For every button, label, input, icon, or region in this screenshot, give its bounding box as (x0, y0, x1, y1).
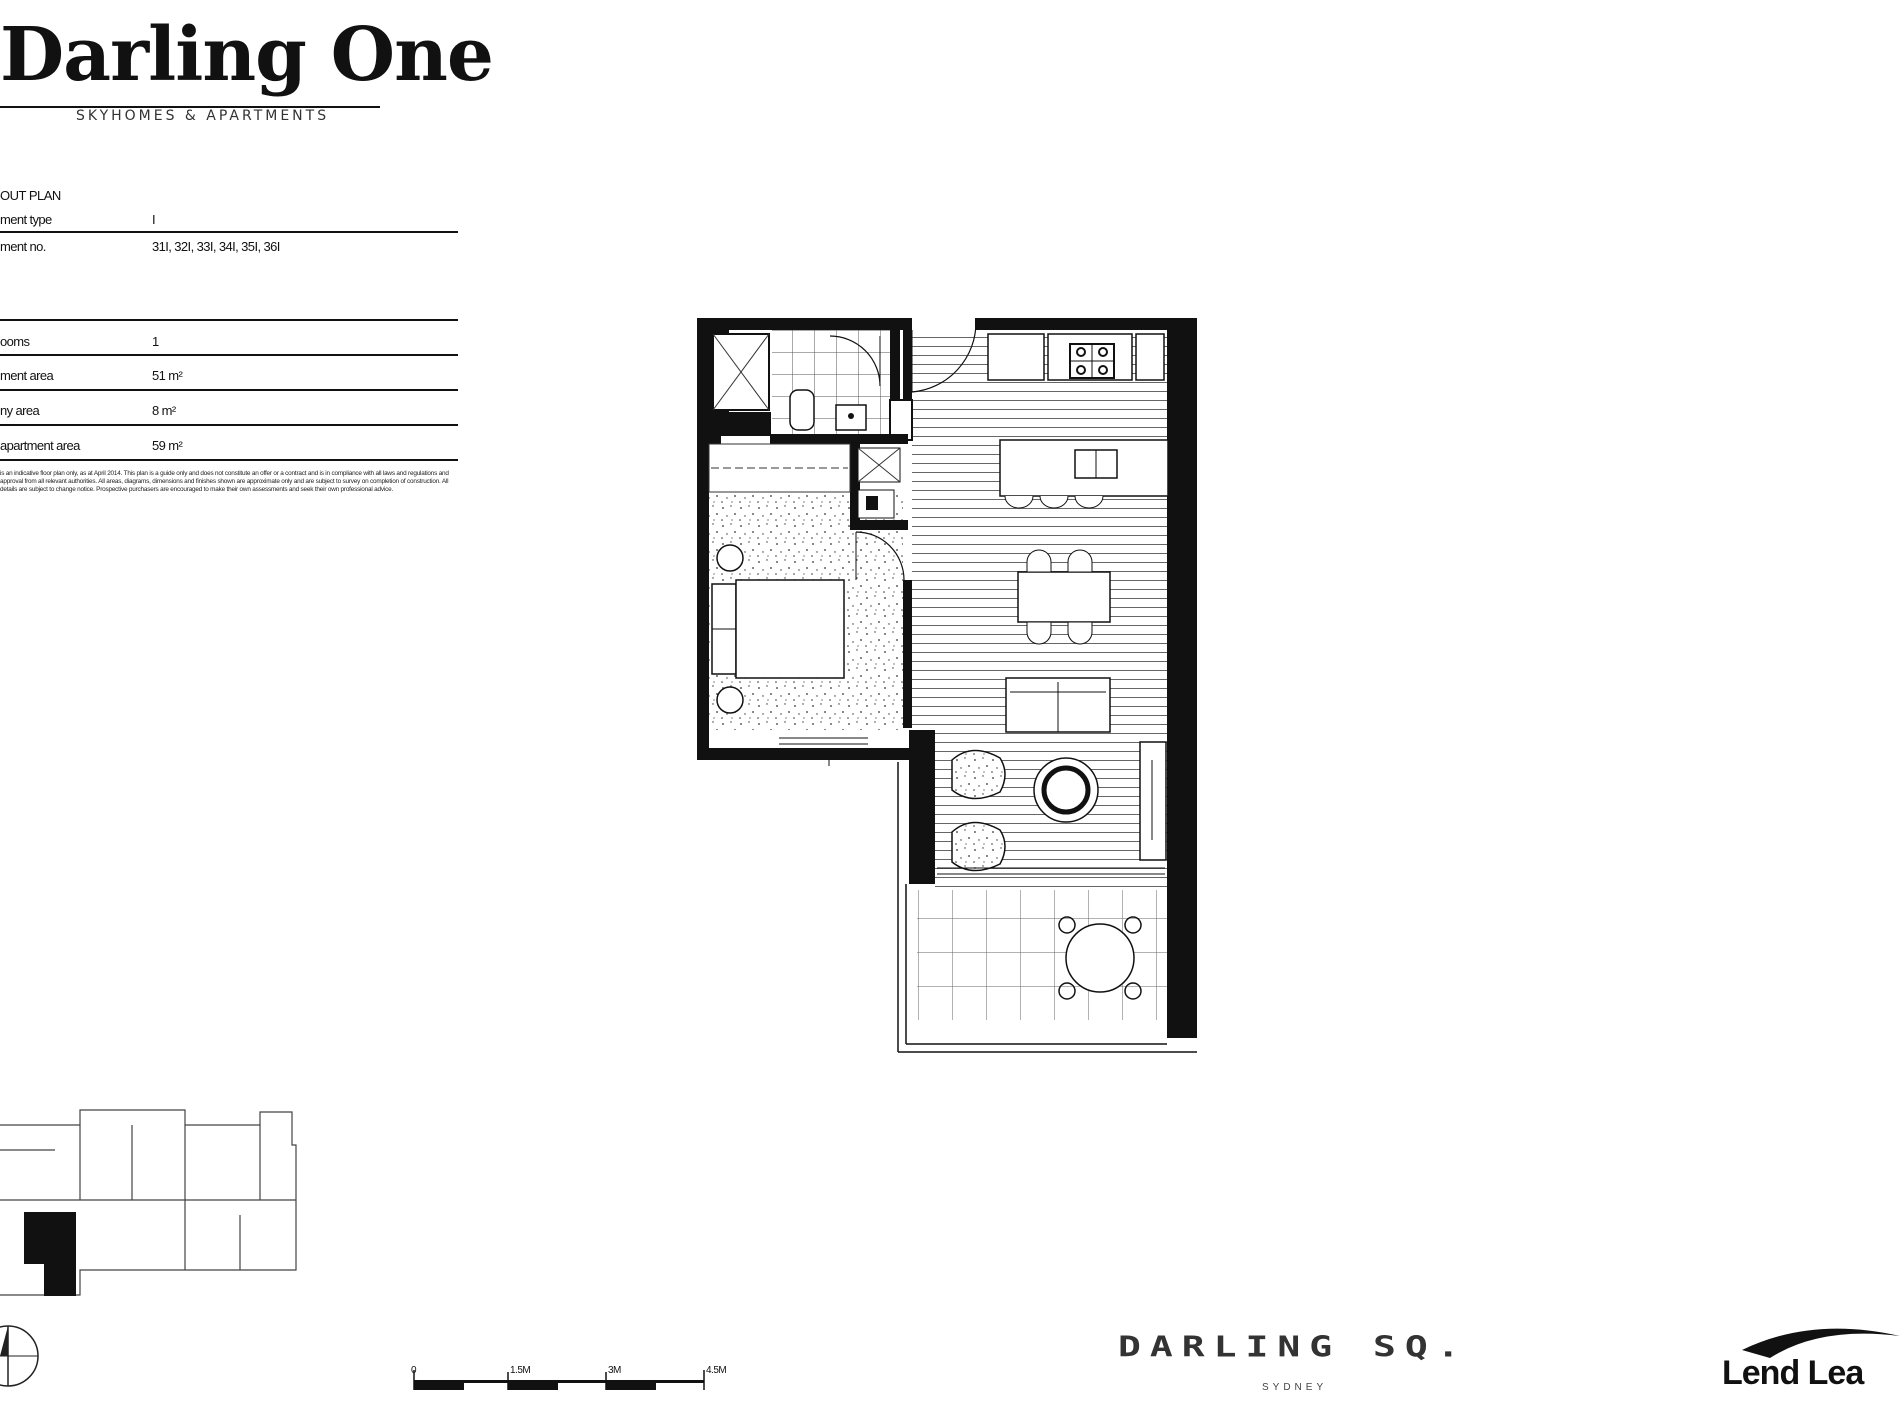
spec-value: 1 (152, 334, 159, 349)
scale-label-4-5m: 4.5M (706, 1365, 727, 1376)
spec-label: ment type (0, 212, 52, 227)
brand-title: Darling One (0, 12, 493, 98)
spec-label: apartment area (0, 438, 80, 453)
spec-value: I (152, 212, 156, 227)
disclaimer-text: is an indicative floor plan only, as at April 2014. This plan is a guide only and does not constitute an offer or a contract and is in compliance with all laws and regulations and approval from all relevant authorities. All areas, diagrams, dimensions and finishes shown are approximate only and are subject to survey on completion of construction. All details are subject to change notice. Prospective purchasers are encouraged to make their own assessments and seek their own professional advice. (0, 470, 449, 493)
scale-bar (414, 1370, 704, 1390)
scale-label-3m: 3M (608, 1365, 621, 1376)
spec-heading: OUT PLAN (0, 188, 61, 203)
scale-label-0: 0 (411, 1365, 417, 1376)
lendlease-logo: Lend Lea (1722, 1354, 1864, 1392)
scale-label-1-5m: 1.5M (510, 1365, 531, 1376)
spec-value: 51 m² (152, 368, 183, 383)
spec-value: 31I, 32I, 33I, 34I, 35I, 36I (152, 239, 280, 254)
spec-label: ny area (0, 403, 40, 418)
spec-label: ooms (0, 334, 30, 349)
spec-label: ment area (0, 368, 54, 383)
darling-square-sub: SYDNEY (1262, 1382, 1328, 1393)
spec-label: ment no. (0, 239, 46, 254)
brand-subtitle: SKYHOMES & APARTMENTS (76, 108, 330, 124)
darling-square-logo: DARLING SQ. (1118, 1330, 1469, 1363)
spec-value: 8 m² (152, 403, 176, 418)
spec-value: 59 m² (152, 438, 183, 453)
